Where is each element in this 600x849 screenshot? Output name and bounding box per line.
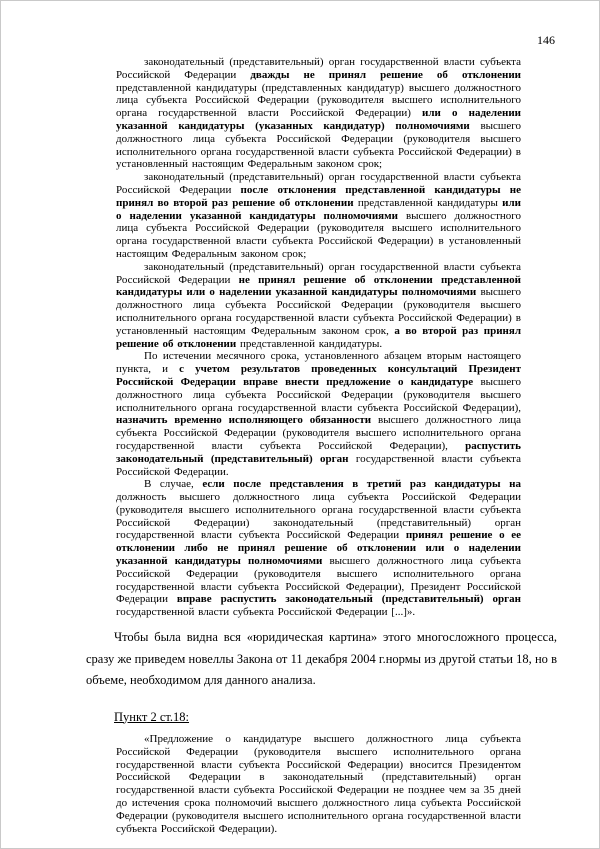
text-segment: назначить временно исполняющего обязанности — [116, 414, 372, 427]
quote-paragraph — [116, 733, 521, 835]
text-segment: представленной кандидатуры (представленных кандидатур) высшего должностного лица субъекта Российской Федерации (руководителя высшего исполнительного органа государственной власти Российской Федерации) — [116, 81, 521, 120]
text-segment: В случае, — [144, 478, 203, 491]
text-segment: с учетом результатов проведенных консультаций Президент Российской Федерации вправе внести предложение о кандидатуре — [116, 363, 521, 388]
quote-paragraph — [116, 261, 521, 351]
quote-paragraph — [116, 171, 521, 261]
text-segment: если после представления в третий раз кандидатуры на — [202, 478, 521, 491]
page-number: 146 — [537, 33, 555, 47]
text-segment: высшего должностного лица субъекта Российской Федерации (руководителя высшего исполнительного органа государственной власти субъекта Российской Федерации) в установленный настоящим Федеральным законом срок; — [116, 209, 521, 260]
body-paragraph — [86, 627, 557, 692]
text-segment: вправе распустить законодательный (представительный) орган — [176, 593, 521, 606]
section-heading — [86, 707, 557, 729]
text-segment: представленной кандидатуры — [353, 196, 503, 209]
text-segment: или о наделении указанной кандидатуры (указанных кандидатур) полномочиями — [116, 107, 521, 132]
text-segment: должность высшего должностного лица субъекта Российской Федерации (руководителя высшего исполнительного органа государственной власти субъекта Российской Федерации) законодательный (представительный) орган государственной власти субъекта Российской Федерации — [116, 491, 521, 542]
quote-paragraph — [116, 478, 521, 619]
text-segment: высшего должностного лица субъекта Российской Федерации (руководителя высшего исполнительного органа государственной власти субъекта Российской Федерации) в установленный настоящим Федеральным законом срок; — [116, 119, 522, 171]
text-segment: представленной кандидатуры. — [236, 337, 383, 350]
text-segment: после отклонения представленной кандидатуры не принял во второй раз решение об отклонении — [116, 183, 521, 209]
page-content — [86, 56, 557, 835]
text-segment: Чтобы была видна вся «юридическая картина» этого многосложного процесса, сразу же приведем новеллы Закона от 11 декабря 2004 г.нормы из другой статьи 18, но в объеме, необходимом для данного анализа. — [86, 630, 557, 688]
text-segment: государственной власти субъекта Российской Федерации. — [116, 452, 521, 478]
text-segment: а во второй раз принял решение об отклонении — [116, 324, 521, 350]
text-segment: законодательный (представительный) орган государственной власти субъекта Российской Федерации — [116, 56, 521, 81]
text-segment: законодательный (представительный) орган государственной власти субъекта Российской Федерации — [116, 171, 521, 196]
quote-paragraph — [116, 350, 521, 478]
text-segment: высшего должностного лица субъекта Российской Федерации (руководителя высшего исполнительного органа государственной власти субъекта Российской Федерации), — [116, 414, 521, 452]
text-segment: не принял решение об отклонении представленной кандидатуры или о наделении указанной кандидатуры полномочиями — [116, 273, 521, 299]
text-segment: принял решение о ее отклонении либо не принял решение об отклонении или о наделении указанной кандидатуры полномочиями — [116, 529, 522, 568]
text-segment: дважды не принял решение об отклонении — [250, 68, 521, 81]
text-segment: По истечении месячного срока, установленного абзацем вторым настоящего пункта, и — [116, 350, 521, 376]
text-segment: Пункт 2 ст.18: — [114, 709, 190, 724]
text-segment: государственной власти субъекта Российской Федерации [...]». — [116, 606, 416, 619]
text-segment: «Предложение о кандидатуре высшего должностного лица субъекта Российской Федерации (руководителя высшего исполнительного органа государственной власти субъекта Российской Федерации) вносится Президентом Российской Федерации в законодательный (представительный) орган государственной власти субъекта Российской Федерации не позднее чем за 35 дней до истечения срока полномочий высшего должностного лица субъекта Российской Федерации (руководителя высшего исполнительного органа государственной власти субъекта Российской Федерации). — [116, 733, 521, 835]
text-segment: высшего должностного лица субъекта Российской Федерации (руководителя высшего исполнительного органа государственной власти субъекта Российской Федерации) в установленный настоящим Федеральным законом срок, — [116, 286, 521, 337]
text-segment: или о наделении указанной кандидатуры полномочиями — [116, 196, 521, 222]
quote-paragraph — [116, 56, 521, 171]
text-segment: законодательный (представительный) орган государственной власти субъекта Российской Федерации — [116, 260, 521, 286]
text-segment: высшего должностного лица субъекта Российской Федерации (руководителя высшего исполнительного органа государственной власти субъекта Российской Федерации), Президент Российской Федерации — [116, 555, 522, 606]
text-segment: распустить законодательный (представительный) орган — [116, 439, 521, 465]
text-segment: высшего должностного лица субъекта Российской Федерации (руководителя высшего исполнительного органа государственной власти субъекта Российской Федерации), — [116, 375, 521, 414]
